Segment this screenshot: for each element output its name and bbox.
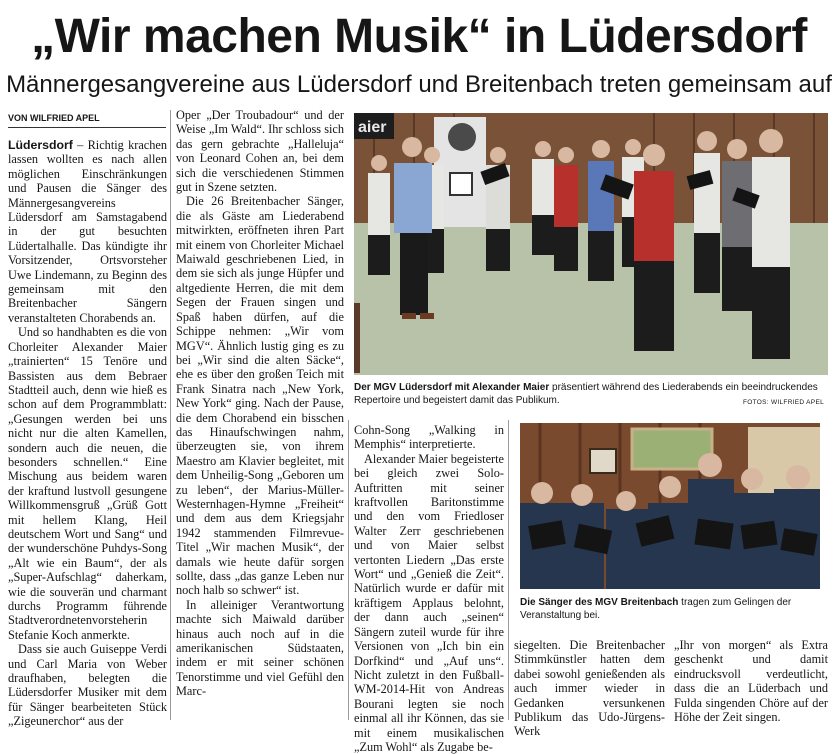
photo-mgv-luedersdorf — [354, 113, 828, 375]
paragraph: Die 26 Breitenbacher Sänger, die als Gäste am Liederabend mitwirkten, eröffneten ihren Part mit einem von Chorleiter Michael Maiwald geschriebenen Lied, in dem sie sich als junge Hüpfer und altgediente Herren, die mit dem Segen der Frauen singen und Spaß haben dürfen, auf die Schippe nehmen: „Wir vom MGV“. Ähnlich lustig ging es zu bei „Wir sind die alten Säcke“, ehe es über den großen Teich mit Frank Sinatra nach „New York, New York“ ging. Nach der Pause, die dem Chorabend ein bisschen das Hinaufschwingen nahm, überzeugten sie, von ihrem Maestro am Klavier begleitet, mit dem Unheilig-Song „Geboren um zu leben“, der Marius-Müller-Westernhagen-Hymne „Freiheit“ und dem aus dem Kriegsjahr 1942 stammenden Filmrevue-Titel „Wir machen Musik“, der damals wie heute dafür sorgen sollte, dass „das ganze Leben nur noch halb so schwer“ ist. — [176, 194, 344, 598]
column-divider — [348, 420, 349, 720]
photo-credit: FOTOS: WILFRIED APEL — [742, 399, 824, 406]
caption-bottom-photo — [520, 596, 820, 622]
column-1 — [8, 138, 167, 729]
column-divider — [508, 420, 509, 720]
paragraph: Cohn-Song „Walking in Memphis“ interpretierte. — [354, 423, 504, 452]
byline: VON WILFRIED APEL — [8, 113, 166, 128]
column-2 — [176, 108, 344, 699]
caption-text: präsentiert während des Liederabends ein beeindruckendes Repertoire und begeistert damit das Publikum. — [354, 382, 818, 406]
paragraph: „Ihr von morgen“ als Extra geschenkt und damit eindrucksvoll verdeutlicht, dass die an Lüderbach und Fulda singenden Chöre auf der Höhe der Zeit singen. — [674, 638, 828, 725]
caption-text: tragen zum Gelingen der Veranstaltung bei. — [520, 597, 792, 621]
paragraph: Und so handhabten es die von Chorleiter Alexander Maier „trainierten“ 15 Tenöre und Bassisten aus dem Bebraer Stadtteil auch, denn wie hieß es schon auf dem Programmblatt: „Gesungen werden bei uns nicht nur die alten Kamellen, sondern auch die neuen, die besonders schnellen.“ Eine Mischung aus beidem waren der kraftund lustvoll gesungene Willkommensgruß „Grüß Gott mit hellem Klang, Heil deutschem Wort und Sang“ und der wunderschöne Puhdys-Song „Alt wie ein Baum“, der als „Super-Aufschlag“ daherkam, wie die souverän und charmant durchs Programm führende Stadtverordnetenvorsteherin Stefanie Koch anmerkte. — [8, 325, 167, 642]
paragraph — [8, 138, 167, 325]
paragraph: siegelten. Die Breitenbacher Stimmkünstler hatten dem dabei sowohl genießenden als auch immer wieder in Gedanken versunkenen Publikum das Udo-Jürgens-Werk — [514, 638, 665, 739]
paragraph-text: – Richtig krachen lassen wollten es nach allen möglichen Einschränkungen und Pausen die Sänger des Männergesangvereins Lüdersdorf am Samstagabend in der gut besuchten Lüdertalhalle. Das kündigte ihr Vorsitzender, Ortsvorsteher Uwe Lindemann, zu Beginn des gemeinsam mit den Breitenbacher Sängern veranstalteten Chorabends an. — [8, 138, 167, 325]
column-divider — [170, 110, 171, 720]
subheadline: Männergesangvereine aus Lüdersdorf und Breitenbach treten gemeinsam auf — [6, 71, 832, 98]
column-5 — [674, 638, 828, 724]
paragraph: Alexander Maier begeisterte bei gleich zwei Solo-Auftritten mit seiner kraftvollen Baritonstimme und den vom Friedloser Walter Zerr geschriebenen und von Maier selbst vertonten Liedern „Das erste Wort“ und „Genieß die Zeit“. Natürlich wurde er dafür mit kräftigem Applaus belohnt, der dann auch „seinen“ Sängern zuteil wurde für ihre Versionen von „Ich bin ein Dorfkind“ und „Auf uns“. Nicht zuletzt in den Fußball-WM-2014-Hit von Andreas Bourani legten sie noch einmal all ihr Können, das sie mit einem musikalischen „Zum Wohl“ als Zugabe be- — [354, 451, 504, 754]
photo-illustration — [520, 423, 820, 589]
paragraph: In alleiniger Verantwortung machte sich Maiwald darüber hinaus auch noch auf in die amerikanischen Südstaaten, indem er mit seiner schönen Tenorstimme und viel Gefühl den Marc- — [176, 597, 344, 699]
paragraph: Oper „Der Troubadour“ und der Weise „Im Wald“. Ihr schloss sich das gern gebrachte „Halleluja“ von Leonard Cohen an, bei dem sich die verschiedenen Stimmen gut in Szene setzten. — [176, 108, 344, 195]
headline: „Wir machen Musik“ in Lüdersdorf — [31, 10, 807, 63]
paragraph: Dass sie auch Guiseppe Verdi und Carl Maria von Weber draufhaben, belegten die Lüdersdorfer Musiker mit dem für Sänger bearbeiteten Stück „Zigeunerchor“ aus der — [8, 642, 167, 729]
photo-mgv-breitenbach — [520, 423, 820, 589]
caption-bold: Die Sänger des MGV Breitenbach — [520, 597, 679, 608]
banner-text: aier — [358, 119, 387, 136]
photo-illustration — [354, 113, 828, 375]
column-4 — [514, 638, 665, 739]
column-3 — [354, 423, 504, 754]
caption-bold: Der MGV Lüdersdorf mit Alexander Maier — [354, 382, 550, 393]
dateline: Lüdersdorf — [8, 138, 73, 152]
